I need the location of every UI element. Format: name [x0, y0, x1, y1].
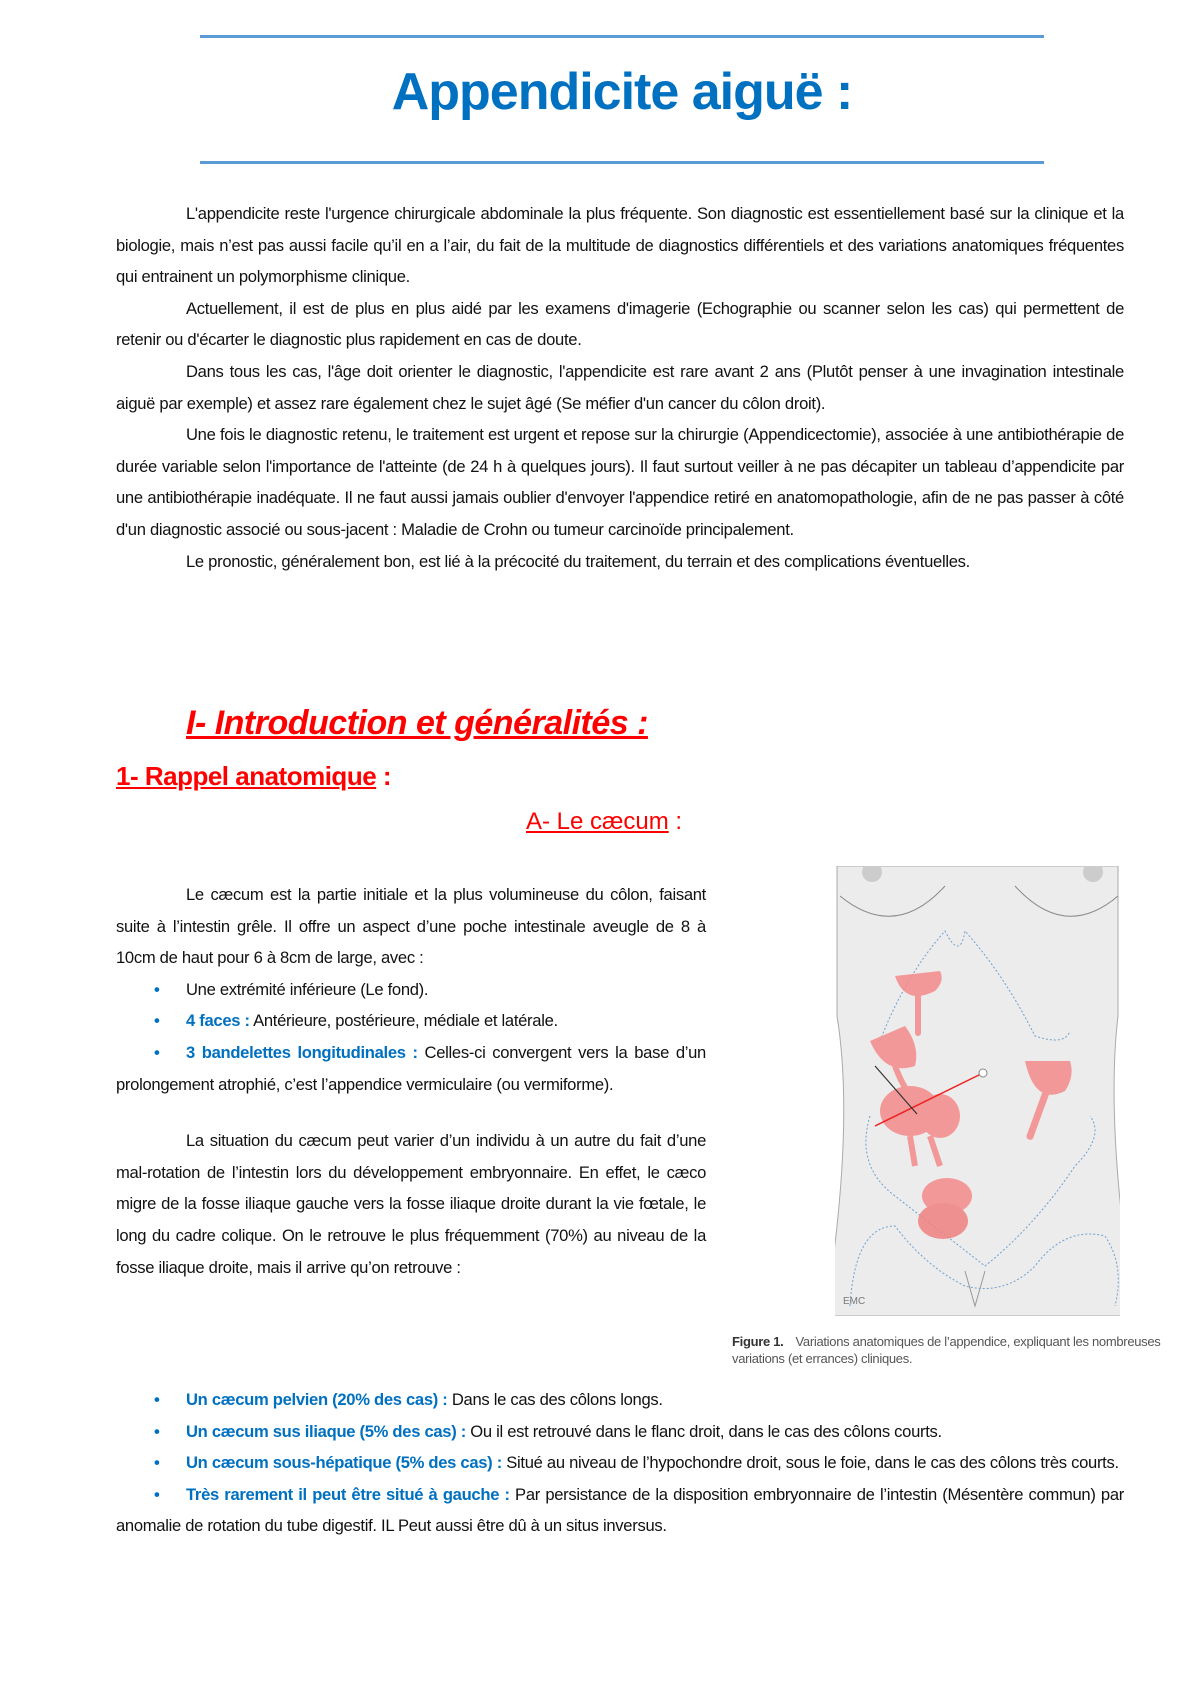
list-item-label: 4 faces :: [186, 1011, 250, 1031]
list-item: [116, 1416, 1124, 1448]
list-item: [116, 974, 706, 1006]
list-item-text: Celles-ci convergent vers la base d’un prolongement atrophié, c’est l’appendice vermiculaire (ou vermiforme).: [116, 1042, 706, 1094]
intro-paragraph: Actuellement, il est de plus en plus aidé par les examens d'imagerie (Echographie ou scanner selon les cas) qui permettent de retenir ou d'écarter le diagnostic plus rapidement en cas de doute.: [116, 298, 1124, 350]
caecum-column: [116, 879, 706, 1283]
caecum-paragraph: Le cæcum est la partie initiale et la plus volumineuse du côlon, faisant suite à l’intestin grêle. Il offre un aspect d’une poche intestinale aveugle de 8 à 10cm de haut pour 6 à 8cm de large, avec :: [116, 885, 706, 968]
intro: [116, 198, 1124, 577]
list-item-label: Un cæcum sus iliaque (5% des cas) :: [186, 1421, 466, 1441]
list-item-text: Situé au niveau de l’hypochondre droit, sous le foie, dans le cas des côlons très courts.: [501, 1453, 1119, 1473]
list-item: [116, 1005, 706, 1037]
list-item-text: Par persistance de la disposition embryonnaire de l’intestin (Mésentère commun) par anomalie de rotation du tube digestif. IL Peut aussi être dû à un situs inversus.: [116, 1484, 1125, 1536]
list-item-label: Un cæcum sous-hépatique (5% des cas) :: [186, 1453, 502, 1473]
anatomy-figure: [835, 866, 1120, 1316]
list-item-label: 3 bandelettes longitudinales :: [186, 1042, 418, 1062]
bullet-icon: •: [154, 1484, 160, 1504]
intro-paragraph: Le pronostic, généralement bon, est lié à la précocité du traitement, du terrain et des complications éventuelles.: [186, 551, 970, 571]
list-item: [116, 1037, 706, 1100]
intro-paragraph: Dans tous les cas, l'âge doit orienter le diagnostic, l'appendicite est rare avant 2 ans (Plutôt penser à une invagination intestinale aiguë par exemple) et assez rare également chez le sujet âgé (Se méfier d'un cancer du côlon droit).: [116, 361, 1124, 413]
subsection-heading: [116, 761, 391, 792]
bullet-icon: •: [154, 1421, 160, 1441]
emc-logo: EMC: [843, 1296, 866, 1307]
caecum-situation-paragraph: La situation du cæcum peut varier d’un individu à un autre du fait d’une mal-rotation de l’intestin lors du développement embryonnaire. En effet, le cæco migre de la fosse iliaque gauche vers la fosse iliaque droite durant la vie fœtale, le long du cadre colique. On le retrouve le plus fréquemment (70%) au niveau de la fosse iliaque droite, mais il arrive qu’on retrouve :: [116, 1131, 706, 1277]
bullet-icon: •: [154, 1453, 160, 1473]
list-item: [116, 1447, 1124, 1479]
figure-caption: [732, 1333, 1192, 1367]
list-item-label: Très rarement il peut être situé à gauche :: [186, 1484, 510, 1504]
caecum-positions-list: [116, 1384, 1124, 1542]
bullet-icon: •: [154, 1042, 160, 1062]
intro-paragraph: Une fois le diagnostic retenu, le traitement est urgent et repose sur la chirurgie (Appendicectomie), associée à une antibiothérapie de durée variable selon l'importance de l'atteinte (de 24 h à quelques jours). Il faut surtout veiller à ne pas décapiter un tableau d’appendicite par une antibiothérapie inadéquate. Il ne faut aussi jamais oublier d'envoyer l'appendice retiré en anatomopathologie, afin de ne pas passer à côté d'un diagnostic associé ou sous-jacent : Maladie de Crohn ou tumeur carcinoïde principalement.: [116, 425, 1124, 539]
subsection-colon: :: [376, 761, 392, 791]
list-item-label: Un cæcum pelvien (20% des cas) :: [186, 1390, 448, 1409]
list-item: [116, 1384, 1124, 1416]
top-rule: [200, 35, 1044, 38]
subsubsection-heading: [526, 808, 682, 836]
subsection-heading-text: 1- Rappel anatomique: [116, 761, 377, 791]
page-title: Appendicite aiguë :: [391, 63, 853, 121]
list-item-text: Ou il est retrouvé dans le flanc droit, dans le cas des côlons courts.: [466, 1421, 942, 1441]
section-heading: I- Introduction et généralités :: [186, 704, 648, 742]
bullet-icon: •: [154, 979, 160, 999]
umbilicus-icon: [979, 1069, 987, 1077]
bullet-icon: •: [154, 1390, 160, 1409]
figure-caption-text: Variations anatomiques de l’appendice, expliquant les nombreuses variations (et errances) cliniques.: [732, 1334, 1161, 1366]
list-item-text: Dans le cas des côlons longs.: [447, 1390, 663, 1409]
subsubsection-colon: :: [668, 808, 683, 835]
list-item-text: Antérieure, postérieure, médiale et latérale.: [249, 1011, 558, 1031]
intro-paragraph: L'appendicite reste l'urgence chirurgicale abdominale la plus fréquente. Son diagnostic est essentiellement basé sur la clinique et la biologie, mais n’est pas aussi facile qu’il en a l’air, du fait de la multitude de diagnostics différentiels et des variations anatomiques fréquentes qui entrainent un polymorphisme clinique.: [116, 204, 1124, 287]
figure-label: Figure 1.: [732, 1334, 784, 1349]
subsubsection-heading-text: A- Le cæcum: [526, 808, 669, 835]
list-item: [116, 1479, 1124, 1542]
list-item-text: Une extrémité inférieure (Le fond).: [186, 979, 429, 999]
bottom-rule: [200, 161, 1044, 164]
torso-outline: [835, 866, 1120, 1316]
bullet-icon: •: [154, 1011, 160, 1031]
